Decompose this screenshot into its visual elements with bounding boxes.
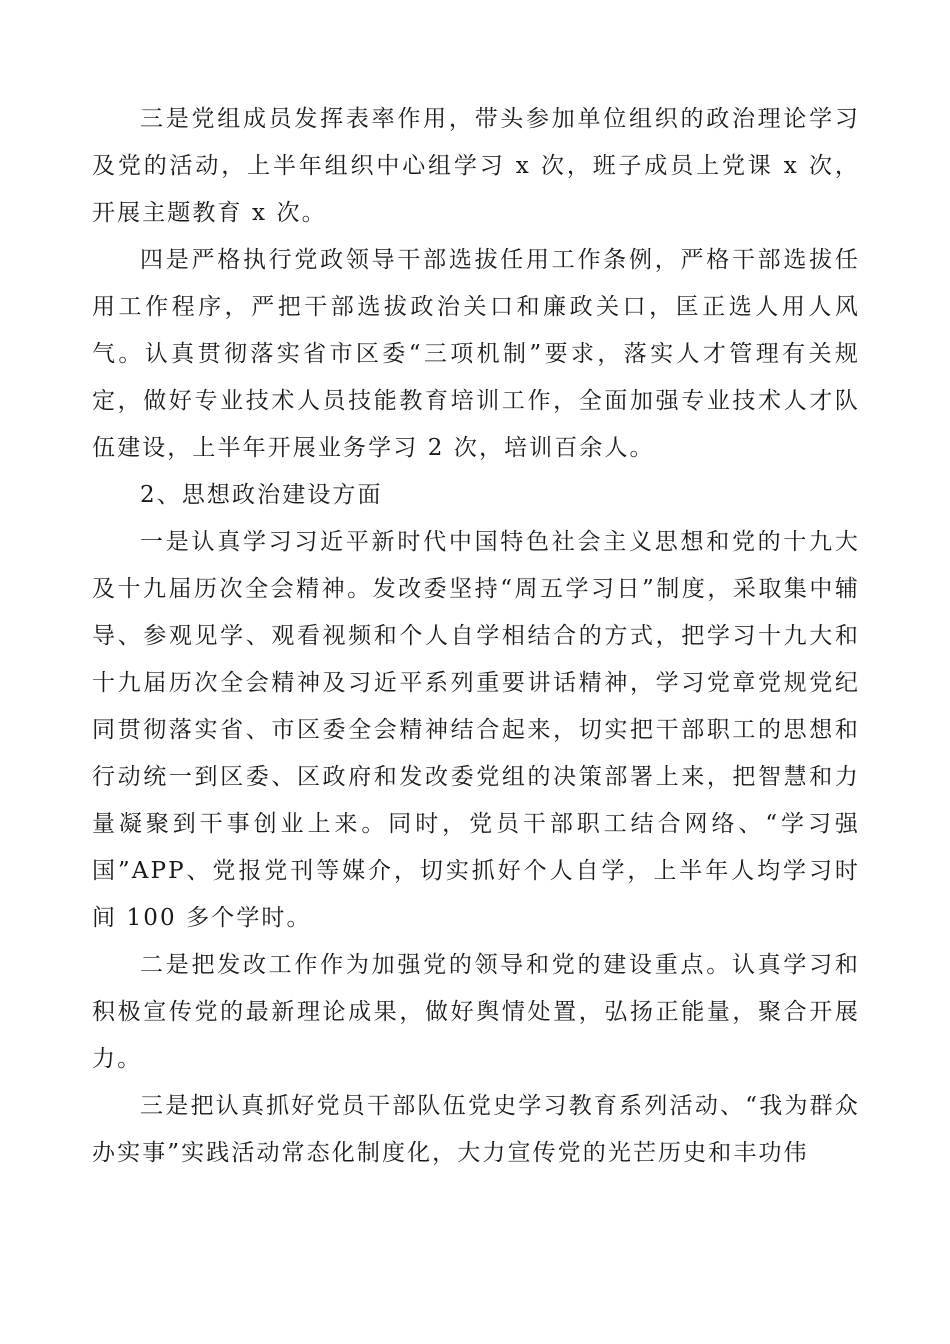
- paragraph-study-thought: 一是认真学习习近平新时代中国特色社会主义思想和党的十九大及十九届历次全会精神。发改委坚持“周五学习日”制度，采取集中辅导、参观见学、观看视频和个人自学相结合的方式，把学习十九大和十九届历次全会精神及习近平系列重要讲话精神，学习党章党规党纪同贯彻落实省、市区委全会精神结合起来，切实把干部职工的思想和行动统一到区委、区政府和发改委党组的决策部署上来，把智慧和力量凝聚到干事创业上来。同时，党员干部职工结合网络、“学习强国”APP、党报党刊等媒介，切实抓好个人自学，上半年人均学习时间 100 多个学时。: [92, 529, 860, 931]
- paragraph-cadre-selection: 四是严格执行党政领导干部选拔任用工作条例，严格干部选拔任用工作程序，严把干部选拔政治关口和廉政关口，匡正选人用人风气。认真贯彻落实省市区委“三项机制”要求，落实人才管理有关规定，做好专业技术人员技能教育培训工作，全面加强专业技术人才队伍建设，上半年开展业务学习 2 次，培训百余人。: [92, 247, 860, 461]
- paragraph-party-leadership: 二是把发改工作作为加强党的领导和党的建设重点。认真学习和积极宣传党的最新理论成果，做好舆情处置，弘扬正能量，聚合开展力。: [92, 952, 860, 1072]
- paragraph-party-history: 三是把认真抓好党员干部队伍党史学习教育系列活动、“我为群众办实事”实践活动常态化制度化，大力宣传党的光芒历史和丰功伟: [92, 1093, 860, 1166]
- section-heading: 2、思想政治建设方面: [140, 482, 383, 508]
- document-page: [92, 96, 860, 1177]
- paragraph-party-members: 三是党组成员发挥表率作用，带头参加单位组织的政治理论学习及党的活动，上半年组织中心组学习 x 次，班子成员上党课 x 次，开展主题教育 x 次。: [92, 106, 860, 226]
